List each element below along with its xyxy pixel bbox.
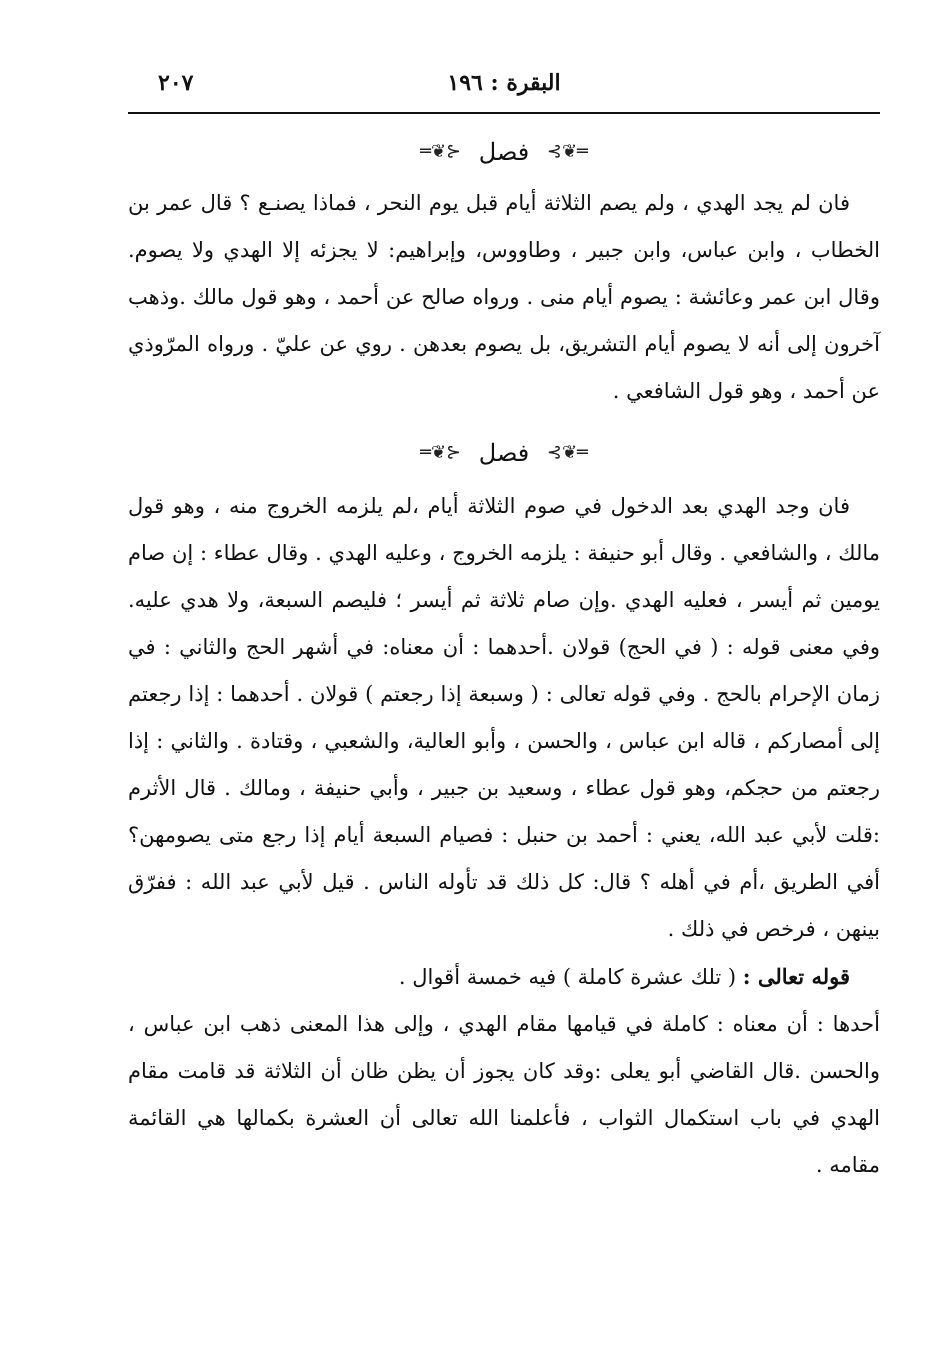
page-number: ٢٠٧ (158, 70, 194, 96)
page-header (128, 60, 880, 114)
book-page (128, 60, 880, 1189)
final-paragraph: أحدها : أن معناه : كاملة في قيامها مقام الهدي ، وإلى هذا المعنى ذهب ابن عباس ، والحسن .قال القاضي أبو يعلى :وقد كان يجوز أن يظن ظان أن الثلاثة قد قامت مقام الهدي في باب استكمال الثواب ، فأعلمنا الله تعالى أن العشرة بكمالها هي القائمة مقامه . (128, 1012, 880, 1177)
ornament-right-icon: ═❦⊱ (546, 140, 588, 162)
section-2-paragraph: فان وجد الهدي بعد الدخول في صوم الثلاثة أيام ،لم يلزمه الخروج منه ، وهو قول مالك ، والشافعي . وقال أبو حنيفة : يلزمه الخروج ، وعليه الهدي . وقال عطاء : إن صام يومين ثم أيسر ، فعليه الهدي .وإن صام ثلاثة ثم أيسر ؛ فليصم السبعة، ولا هدي عليه. وفي معنى قوله : ( في الحج) قولان .أحدهما : أن معناه: في أشهر الحج والثاني : في زمان الإحرام بالحج . وفي قوله تعالى : ( وسبعة إذا رجعتم ) قولان . أحدهما : إذا رجعتم إلى أمصاركم ، قاله ابن عباس ، والحسن ، وأبو العالية، والشعبي ، وقتادة . والثاني : إذا رجعتم من حجكم، وهو قول عطاء ، وسعيد بن جبير ، وأبي حنيفة ، ومالك . قال الأثرم :قلت لأبي عبد الله، يعني : أحمد بن حنبل : فصيام السبعة أيام إذا رجع متى يصومهن؟ أفي الطريق ،أم في أهله ؟ قال: كل ذلك قد تأوله الناس . قيل لأبي عبد الله : ففرّق بينهن ، فرخص في ذلك . (128, 494, 880, 941)
section-heading-text: فصل (478, 438, 530, 467)
verse-note-text: ( تلك عشرة كاملة ) فيه خمسة أقوال . (398, 965, 737, 989)
section-heading-text: فصل (478, 137, 530, 166)
section-heading-2 (128, 425, 880, 477)
verse-note-lead: قوله تعالى : (742, 964, 850, 989)
section-heading-1 (128, 124, 880, 176)
ornament-left-icon: ⊰❦═ (420, 140, 462, 162)
ornament-left-icon: ⊰❦═ (420, 441, 462, 463)
section-1-paragraph: فان لم يجد الهدي ، ولم يصم الثلاثة أيام قبل يوم النحر ، فماذا يصنـع ؟ قال عمر بن الخطاب ، وابن عباس، وابن جبير ، وطاووس، وإبراهيم: لا يجزئه إلا الهدي ولا يصوم. وقال ابن عمر وعائشة : يصوم أيام منى . ورواه صالح عن أحمد ، وهو قول مالك .وذهب آخرون إلى أنه لا يصوم أيام التشريق، بل يصوم بعدهن . روي عن عليّ . ورواه المرّوذي عن أحمد ، وهو قول الشافعي . (128, 191, 881, 403)
ornament-right-icon: ═❦⊱ (546, 441, 588, 463)
running-title: البقرة : ١٩٦ (447, 70, 561, 96)
verse-note (128, 953, 880, 1001)
